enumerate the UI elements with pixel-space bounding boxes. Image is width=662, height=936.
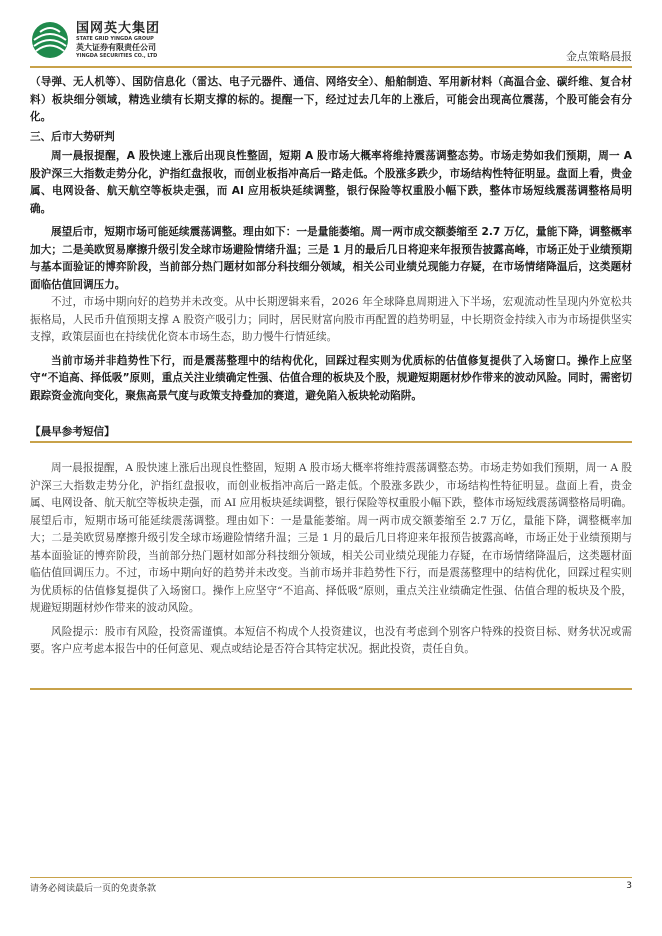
page-header — [30, 18, 632, 64]
paragraph-4: 当前市场并非趋势性下行，而是震荡整理中的结构优化，回踩过程实则为优质标的估值修复提供了入场窗口。操作上应坚守“不追高、择低吸”原则，重点关注业绩确定性强、估值合理的板块及个股，规避短期题材炒作带来的波动风险。同时，需密切跟踪资金流向变化，聚焦高景气度与政策支持叠加的赛道，避免陷入板块轮动陷阱。 — [30, 354, 632, 402]
brief-content — [30, 460, 632, 659]
page-number: 3 — [626, 881, 632, 891]
footer-divider — [30, 877, 632, 878]
logo-cn: 国网英大集团 — [76, 21, 161, 36]
paragraph-3: 不过，市场中期向好的趋势并未改变。从中长期逻辑来看，2026 年全球降息周期进入下半场，宏观流动性呈现内外宽松共振格局，人民币升值预期支撑 A 股资产吸引力；同时，居民财富向股市再配置的趋势明显，中长期资金持续入市为市场提供坚实支撑，政策层面也在持续优化资本市场生态，助力慢牛行情延续。 — [30, 296, 632, 343]
logo-en: STATE GRID YINGDA GROUP — [76, 36, 154, 42]
brief-paragraph: 周一晨报提醒，A 股快速上涨后出现良性整固，短期 A 股市场大概率将维持震荡调整态势。市场走势如我们预期，周一 A 股沪深三大指数走势分化，沪指红盘报收，而创业板指冲高后一路走低。个股涨多跌少，市场结构性特征明显。盘面上看，贵金属、电网设备、航天航空等板块走强，而 AI 应用板块延续调整，银行保险等权重股小幅下跌，整体市场短线震荡调整格局明确。展望后市，短期市场可能延续震荡调整。理由如下：一是量能萎缩。周一两市成交额萎缩至 2.7 万亿，量能下降，调整概率加大；二是美欧贸易摩擦升级引发全球市场避险情绪升温；三是 1 月的最后几日将迎来年报预告披露高峰，市场正处于业绩预期与基本面验证的博弈阶段，当前部分热门题材如部分科技细分领域，相关公司业绩兑现能力存疑，在市场情绪降温后，这类题材面临估值回调压力。不过，市场中期向好的趋势并未改变。当前市场并非趋势性下行，而是震荡整理中的结构优化，回踩过程实则为优质标的估值修复提供了入场窗口。操作上应坚守“不追高、择低吸”原则，重点关注业绩确定性强、估值合理的板块及个股，规避短期题材炒作带来的波动风险。 — [30, 462, 632, 614]
header-divider — [30, 66, 632, 68]
intro-paragraph: （导弹、无人机等）、国防信息化（雷达、电子元器件、通信、网络安全）、船舶制造、军用新材料（高温合金、碳纤维、复合材料）板块细分领域，精选业绩有长期支撑的标的。提醒一下，经过过去几年的上涨后，可能会出现高位震荡，个股可能会有分化。 — [30, 76, 632, 123]
main-content — [30, 74, 632, 405]
brief-end-divider — [30, 688, 632, 690]
brief-divider — [30, 441, 632, 443]
section-title-3: 三、后市大势研判 — [30, 130, 115, 143]
report-title: 金点策略晨报 — [566, 50, 632, 63]
risk-warning: 风险提示：股市有风险，投资需谨慎。本短信不构成个人投资建议，也没有考虑到个别客户特殊的投资目标、财务状况或需要。客户应考虑本报告中的任何意见、观点或结论是否符合其特定状况。据此投资，责任自负。 — [30, 625, 632, 655]
logo-sub-en: YINGDA SECURITIES CO., LTD — [76, 53, 158, 59]
footer-disclaimer: 请务必阅读最后一页的免责条款 — [30, 884, 157, 894]
state-grid-logo-icon — [30, 20, 70, 60]
logo-sub-cn: 英大证券有限责任公司 — [76, 43, 156, 52]
paragraph-1: 周一晨报提醒，A 股快速上涨后出现良性整固，短期 A 股市场大概率将维持震荡调整态势。市场走势如我们预期，周一 A 股沪深三大指数走势分化，沪指红盘报收，而创业板指冲高后一路走低。个股涨多跌少，市场结构性特征明显。盘面上看，贵金属、电网设备、航天航空等板块走强，而 AI 应用板块延续调整，银行保险等权重股小幅下跌，整体市场短线震荡调整格局明确。 — [30, 150, 632, 215]
paragraph-2: 展望后市，短期市场可能延续震荡调整。理由如下：一是量能萎缩。周一两市成交额萎缩至 2.7 万亿，量能下降，调整概率加大；二是美欧贸易摩擦升级引发全球市场避险情绪升温；三是 1 月的最后几日将迎来年报预告披露高峰，市场正处于业绩预期与基本面验证的博弈阶段，当前部分热门题材如部分科技细分领域，相关公司业绩兑现能力存疑，在市场情绪降温后，这类题材面临估值回调压力。 — [30, 226, 632, 291]
company-logo-text — [76, 22, 160, 60]
brief-heading: 【晨早参考短信】 — [30, 426, 115, 438]
